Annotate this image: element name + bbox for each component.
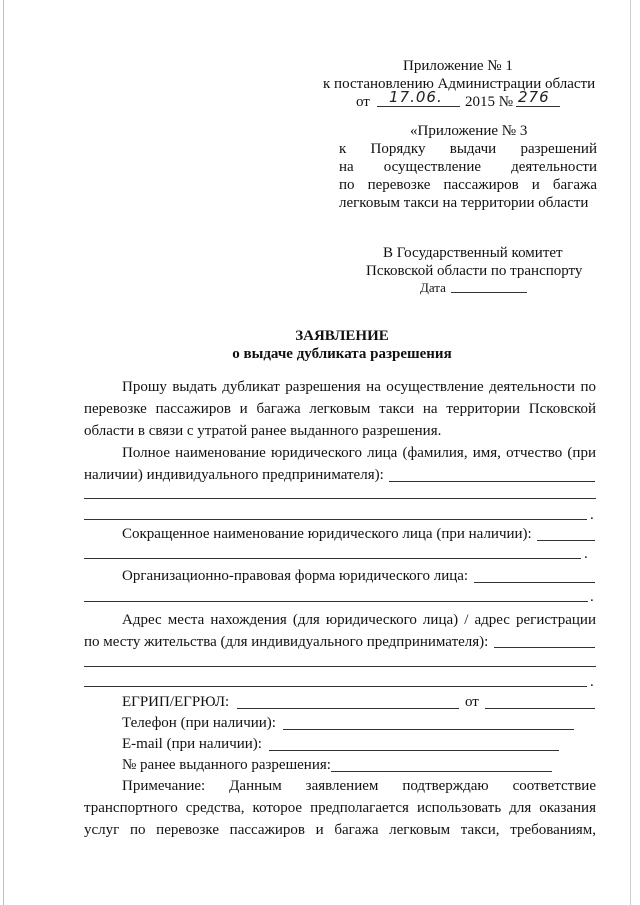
legal-form-field[interactable]	[474, 582, 595, 583]
note-text-line: Примечание: Данным заявлением подтверждаю соответствие	[122, 778, 596, 794]
addressee-line-1: В Государственный комитет	[383, 245, 563, 261]
full-name-field[interactable]	[389, 481, 595, 482]
egrip-date-field[interactable]	[485, 708, 595, 709]
scan-edge-right	[630, 0, 631, 905]
number-underline	[516, 106, 560, 107]
phone-label: Телефон (при наличии):	[122, 715, 276, 731]
year-number-label: 2015 №	[465, 94, 514, 110]
date-label: Дата	[420, 280, 446, 295]
request-text-line: перевозке пассажиров и багажа легковым такси на территории Псковской	[84, 401, 596, 417]
short-name-label: Сокращенное наименование юридического лица (при наличии):	[122, 526, 532, 542]
address-field-line-2[interactable]	[84, 666, 596, 667]
full-name-label-cont: наличии) индивидуального предпринимателя):	[84, 467, 384, 483]
from-label: от	[356, 94, 370, 110]
address-label: Адрес места нахождения (для юридического лица) / адрес регистрации	[122, 612, 596, 628]
email-field[interactable]	[269, 750, 559, 751]
date-underline	[377, 106, 460, 107]
legal-form-label: Организационно-правовая форма юридического лица:	[122, 568, 469, 584]
prev-permit-field[interactable]	[331, 771, 552, 772]
legal-form-field-line-2[interactable]	[84, 601, 588, 602]
address-label-cont: по месту жительства (для индивидуального предпринимателя):	[84, 634, 489, 650]
handwritten-number: 276	[518, 88, 550, 106]
full-name-end-dot: .	[590, 507, 594, 523]
addressee-line-2: Псковской области по транспорту	[366, 263, 583, 279]
full-name-label: Полное наименование юридического лица (фамилия, имя, отчество (при	[122, 445, 596, 461]
appendix-3-heading: «Приложение № 3	[410, 123, 528, 139]
appendix-3-line: на осуществление деятельности	[339, 159, 597, 175]
resolution-reference: к постановлению Администрации области	[323, 76, 596, 92]
request-text-line: Прошу выдать дубликат разрешения на осуществление деятельности по	[122, 379, 596, 395]
document-subtitle: о выдаче дубликата разрешения	[232, 346, 452, 362]
scan-edge-left	[3, 0, 4, 905]
note-text-line: транспортного средства, которое предполагается использовать для оказания	[84, 800, 596, 816]
date-field[interactable]	[451, 292, 527, 293]
address-end-dot: .	[590, 674, 594, 690]
full-name-field-line-2[interactable]	[84, 498, 596, 499]
legal-form-end-dot: .	[590, 589, 594, 605]
full-name-field-line-3[interactable]	[84, 519, 587, 520]
address-field[interactable]	[494, 647, 595, 648]
address-field-line-3[interactable]	[84, 686, 587, 687]
egrip-from-label: от	[465, 694, 479, 710]
document-title: ЗАЯВЛЕНИЕ	[295, 328, 389, 344]
handwritten-date: 17.06.	[389, 88, 443, 106]
appendix-3-line: к Порядку выдачи разрешений	[339, 141, 597, 157]
egrip-label: ЕГРИП/ЕГРЮЛ:	[122, 694, 230, 710]
prev-permit-label: № ранее выданного разрешения:	[122, 757, 331, 773]
appendix-3-line: легковым такси на территории области	[339, 195, 589, 211]
short-name-field-line-2[interactable]	[84, 558, 581, 559]
appendix-1-heading: Приложение № 1	[403, 58, 513, 74]
email-label: E-mail (при наличии):	[122, 736, 262, 752]
note-text-line: услуг по перевозке пассажиров и багажа легковым такси, требованиям,	[84, 822, 596, 838]
phone-field[interactable]	[283, 729, 574, 730]
request-text-line: области в связи с утратой ранее выданного разрешения.	[84, 423, 442, 439]
egrip-number-field[interactable]	[237, 708, 459, 709]
appendix-3-line: по перевозке пассажиров и багажа	[339, 177, 597, 193]
short-name-field[interactable]	[537, 540, 595, 541]
short-name-end-dot: .	[584, 546, 588, 562]
